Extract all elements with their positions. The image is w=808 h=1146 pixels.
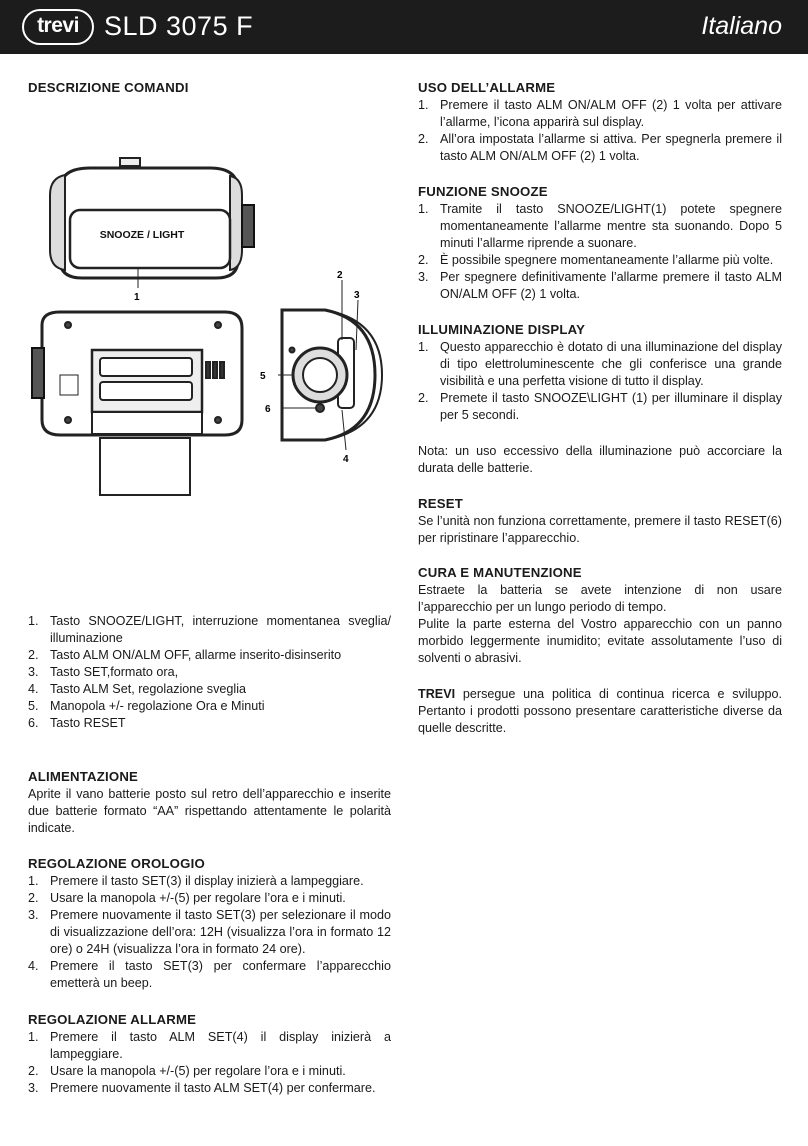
reset-text: Se l’unità non funziona correttamente, premere il tasto RESET(6) per ripristinare l’apparecchio. [418, 514, 782, 545]
reset-title: RESET [418, 496, 463, 511]
alimentazione-text: Aprite il vano batterie posto sul retro dell’apparecchio e inserite due batterie formato “AA” rispettando attentamente le polarità indicate. [28, 787, 391, 835]
callout-6: 6 [265, 404, 271, 415]
list-item: 2. All’ora impostata l’allarme si attiva. Per spegnerla premere il tasto ALM ON/ALM OFF (2) 1 volta. [418, 132, 782, 163]
uso-allarme-title: USO DELL’ALLARME [418, 80, 556, 95]
list-item: 1. Questo apparecchio è dotato di una illuminazione del display di tipo elettroluminescente che gli conferisce una grande visibilità e una perfetta visione di tutto il display. [418, 340, 782, 388]
callout-3: 3 [354, 290, 360, 301]
product-illustration [20, 150, 400, 510]
regolazione-orologio-list [28, 873, 391, 992]
cura-section [418, 564, 782, 667]
regolazione-allarme-title: REGOLAZIONE ALLARME [28, 1012, 197, 1027]
regolazione-allarme-section [28, 1011, 391, 1097]
list-item: 3. Tasto SET,formato ora, [28, 665, 179, 679]
list-item: 1. Tasto SNOOZE/LIGHT, interruzione momentanea sveglia/ illuminazione [28, 614, 391, 645]
illuminazione-title: ILLUMINAZIONE DISPLAY [418, 322, 586, 337]
cura-text-1: Estraete la batteria se avete intenzione di non usare l’apparecchio per un lungo periodo di tempo. [418, 583, 782, 614]
descrizione-list-block [28, 613, 391, 732]
snooze-section [418, 183, 782, 303]
descrizione-title: DESCRIZIONE COMANDI [28, 80, 189, 95]
list-item: 1. Premere il tasto ALM SET(4) il display inizierà a lampeggiare. [28, 1030, 391, 1061]
snooze-title: FUNZIONE SNOOZE [418, 184, 548, 199]
language-label: Italiano [701, 12, 782, 40]
cura-text-2: Pulite la parte esterna del Vostro apparecchio con un panno morbido leggermente inumidito; evitate assolutamente l’uso di solventi o abrasivi. [418, 617, 782, 665]
callout-5: 5 [260, 371, 266, 382]
nota-section [418, 443, 782, 477]
illuminazione-section [418, 321, 782, 424]
uso-allarme-list [418, 97, 782, 165]
regolazione-allarme-list [28, 1029, 391, 1097]
clock-back-view [32, 312, 242, 495]
list-item: 2. Tasto ALM ON/ALM OFF, allarme inserito-disinserito [28, 648, 342, 662]
list-item: 4. Tasto ALM Set, regolazione sveglia [28, 682, 247, 696]
list-item: 2. Premete il tasto SNOOZE\LIGHT (1) per illuminare il display per 5 secondi. [418, 391, 782, 422]
list-item: 4. Premere il tasto SET(3) per confermare l’apparecchio emetterà un beep. [28, 959, 391, 990]
snooze-list [418, 201, 782, 303]
alimentazione-title: ALIMENTAZIONE [28, 769, 139, 784]
descrizione-title-block [28, 79, 391, 97]
descrizione-list [28, 613, 391, 732]
callout-4: 4 [343, 454, 349, 465]
page-header [0, 0, 808, 54]
uso-allarme-section [418, 79, 782, 165]
trevi-note [418, 686, 782, 737]
clock-side-view [282, 310, 382, 440]
trevi-note-text: persegue una politica di continua ricerca e sviluppo. Pertanto i prodotti possono presentare caratteristiche diverse da quelle descritte. [418, 687, 782, 735]
alimentazione-section [28, 768, 391, 837]
trevi-logo: trevi [22, 9, 94, 45]
cura-title: CURA E MANUTENZIONE [418, 565, 582, 580]
trevi-brand: TREVI [418, 687, 456, 701]
regolazione-orologio-title: REGOLAZIONE OROLOGIO [28, 856, 205, 871]
list-item: 1. Premere il tasto ALM ON/ALM OFF (2) 1 volta per attivare l’allarme, l’icona apparirà sul display. [418, 98, 782, 129]
list-item: 3. Per spegnere definitivamente l’allarme premere il tasto ALM ON/ALM OFF (2) 1 volta. [418, 270, 782, 301]
clock-top-view [50, 158, 254, 278]
list-item: 3. Premere nuovamente il tasto SET(3) per selezionare il modo di visualizzazione dell’ora: 12H (visualizza l’ora in formato 12 ore) o 24H (visualizza l’ora in formato 24 ore). [28, 908, 391, 956]
list-item: 6. Tasto RESET [28, 716, 126, 730]
illuminazione-list [418, 339, 782, 424]
list-item: 5. Manopola +/- regolazione Ora e Minuti [28, 699, 265, 713]
reset-section [418, 495, 782, 547]
trevi-note-section [418, 686, 782, 737]
callout-2: 2 [337, 270, 343, 281]
nota-text: Nota: un uso eccessivo della illuminazione può accorciare la durata delle batterie. [418, 444, 782, 475]
model-name: SLD 3075 F [104, 11, 254, 41]
snooze-light-label: SNOOZE / LIGHT [99, 229, 185, 241]
list-item: 2. Usare la manopola +/-(5) per regolare l’ora e i minuti. [28, 891, 346, 905]
list-item: 1. Tramite il tasto SNOOZE/LIGHT(1) potete spegnere momentaneamente l’allarme mentre sta suonando. Dopo 5 minuti l’allarme riprende a suonare. [418, 202, 782, 250]
list-item: 1. Premere il tasto SET(3) il display inizierà a lampeggiare. [28, 874, 364, 888]
list-item: 2. È possibile spegnere momentaneamente l’allarme più volte. [418, 253, 774, 267]
list-item: 3. Premere nuovamente il tasto ALM SET(4) per confermare. [28, 1081, 376, 1095]
regolazione-orologio-section [28, 855, 391, 992]
list-item: 2. Usare la manopola +/-(5) per regolare l’ora e i minuti. [28, 1064, 346, 1078]
callout-1: 1 [134, 292, 140, 303]
